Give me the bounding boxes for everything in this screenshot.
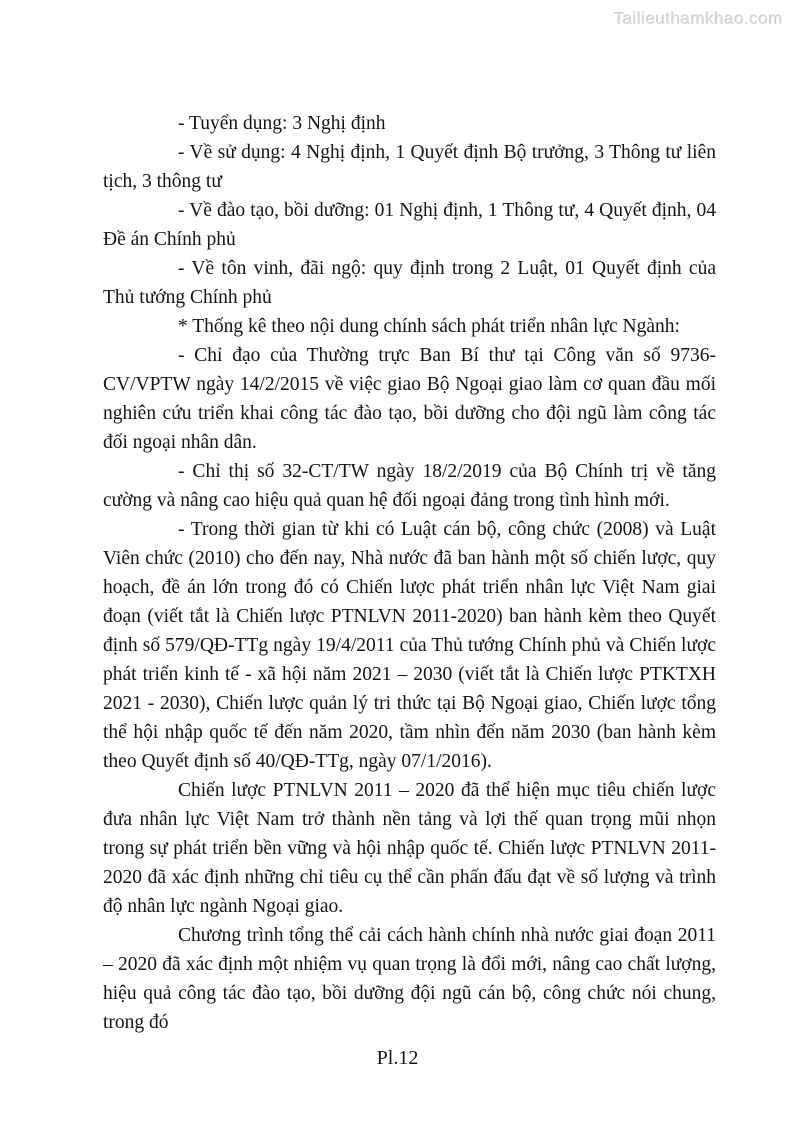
paragraph: - Trong thời gian từ khi có Luật cán bộ, công chức (2008) và Luật Viên chức (2010) cho đến nay, Nhà nước đã ban hành một số chiến lược, quy hoạch, đề án lớn trong đó có Chiến lược phát triển nhân lực Việt Nam giai đoạn (viết tắt là Chiến lược PTNLVN 2011-2020) ban hành kèm theo Quyết định số 579/QĐ-TTg ngày 19/4/2011 của Thủ tướng Chính phủ và Chiến lược phát triển kinh tế - xã hội năm 2021 – 2030 (viết tắt là Chiến lược PTKTXH 2021 - 2030), Chiến lược quản lý tri thức tại Bộ Ngoại giao, Chiến lược tổng thể hội nhập quốc tế đến năm 2020, tầm nhìn đến năm 2030 (ban hành kèm theo Quyết định số 40/QĐ-TTg, ngày 07/1/2016). — [103, 519, 716, 772]
paragraph: - Về đào tạo, bồi dưỡng: 01 Nghị định, 1 Thông tư, 4 Quyết định, 04 Đề án Chính phủ — [103, 200, 716, 250]
paragraph: - Về tôn vinh, đãi ngộ: quy định trong 2 Luật, 01 Quyết định của Thủ tướng Chính phủ — [103, 258, 716, 308]
paragraph: - Chỉ thị số 32-CT/TW ngày 18/2/2019 của Bộ Chính trị về tăng cường và nâng cao hiệu quả quan hệ đối ngoại đảng trong tình hình mới. — [103, 461, 716, 511]
paragraph: Chiến lược PTNLVN 2011 – 2020 đã thể hiện mục tiêu chiến lược đưa nhân lực Việt Nam trở thành nền tảng và lợi thế quan trọng mũi nhọn trong sự phát triển bền vững và hội nhập quốc tế. Chiến lược PTNLVN 2011-2020 đã xác định những chỉ tiêu cụ thể cần phấn đấu đạt về số lượng và trình độ nhân lực ngành Ngoại giao. — [103, 780, 716, 917]
paragraph: * Thống kê theo nội dung chính sách phát triển nhân lực Ngành: — [178, 316, 680, 337]
watermark-text: Tailieuthamkhao.com — [613, 9, 783, 28]
page-number: Pl.12 — [376, 1047, 419, 1069]
paragraph: - Tuyển dụng: 3 Nghị định — [178, 113, 386, 134]
paragraph: Chương trình tổng thể cải cách hành chính nhà nước giai đoạn 2011 – 2020 đã xác định một nhiệm vụ quan trọng là đổi mới, nâng cao chất lượng, hiệu quả công tác đào tạo, bồi dưỡng đội ngũ cán bộ, công chức nói chung, trong đó — [103, 925, 716, 1033]
paragraph: - Về sử dụng: 4 Nghị định, 1 Quyết định Bộ trưởng, 3 Thông tư liên tịch, 3 thông tư — [103, 142, 716, 192]
paragraph: - Chỉ đạo của Thường trực Ban Bí thư tại Công văn số 9736-CV/VPTW ngày 14/2/2015 về việc giao Bộ Ngoại giao làm cơ quan đầu mối nghiên cứu triển khai công tác đào tạo, bồi dưỡng cho đội ngũ làm công tác đối ngoại nhân dân. — [103, 345, 716, 453]
page-content — [103, 109, 716, 1037]
